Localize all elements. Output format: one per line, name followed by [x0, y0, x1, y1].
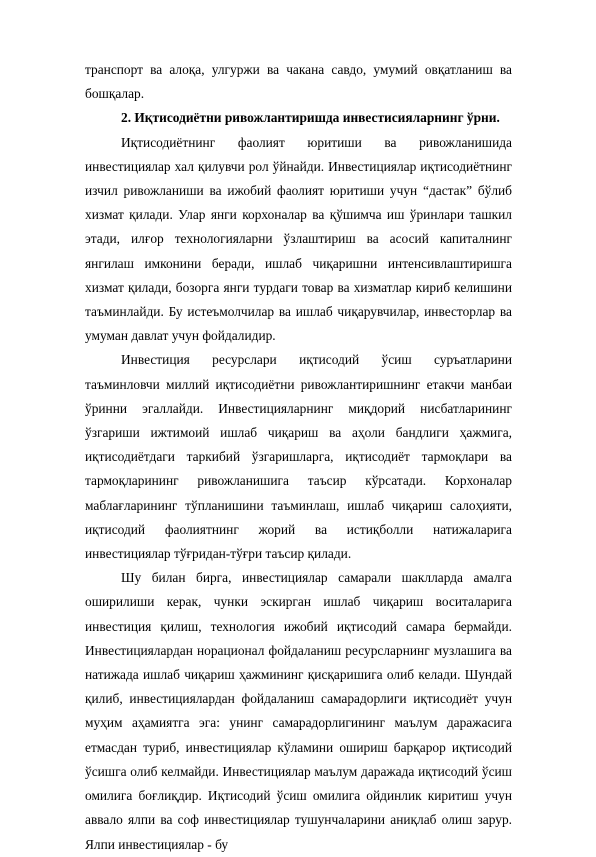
body-text — [85, 58, 512, 857]
section-heading: 2. Иқтисодиётни ривожлантиришда инвестисияларнинг ўрни. — [121, 110, 500, 126]
continuation-paragraph: транспорт ва алоқа, улгуржи ва чакана савдо, умумий овқатланиш ва бошқалар. — [85, 62, 512, 102]
paragraph-2: Инвестиция ресурслари иқтисодий ўсиш суръатларини таъминловчи миллий иқтисодиётни ривожлантиришнинг етакчи манбаи ўринни эгаллайди. Инвестицияларнинг миқдорий нисбатларининг ўзгариши ижтимоий ишлаб чиқариш ва аҳоли бандлиги ҳажмига, иқтисодиётдаги таркибий ўзгаришларга, иқтисодиёт тармоқлари ва тармоқларининг ривожланишига таъсир кўрсатади. Корхоналар маблағларининг тўпланишини таъминлаш, ишлаб чиқариш салоҳияти, иқтисодий фаолиятнинг жорий ва истиқболли натижаларига инвестициялар тўғридан-тўғри таъсир қилади. — [85, 352, 512, 562]
paragraph-3: Шу билан бирга, инвестициялар самарали шаклларда амалга оширилиши керак, чунки эскирган ишлаб чиқариш воситаларига инвестиция қилиш, технология ижобий иқтисодий самара бермайди. Инвестициялардан норационал фойдаланиш ресурсларнинг музлашига ва натижада ишлаб чиқариш ҳажмининг қисқаришига олиб келади. Шундай қилиб, инвестициялардан фойдаланиш самарадорлиги иқтисодиёт учун муҳим аҳамиятга эга: унинг самарадорлигининг маълум даражасига етмасдан туриб, инвестициялар кўламини ошириш барқарор иқтисодий ўсишга олиб келмайди. Инвестициялар маълум даражада иқтисодий ўсиш омилига боғлиқдир. Иқтисодий ўсиш омилига ойдинлик киритиш учун аввало ялпи ва соф инвестициялар тушунчаларини аниқлаб олиш зарур. Ялпи инвестициялар - бу — [85, 570, 512, 852]
paragraph-1: Иқтисодиётнинг фаолият юритиши ва ривожланишида инвестициялар хал қилувчи рол ўйнайди. Инвестициялар иқтисодиётнинг изчил ривожланиши ва ижобий фаолият юритиши учун “дастак” бўлиб хизмат қилади. Улар янги корхоналар ва қўшимча иш ўринлари ташкил этади, илғор технологияларни ўзлаштириш ва асосий капиталнинг янгилаш имконини беради, ишлаб чиқаришни интенсивлаштиришга хизмат қилади, бозорга янги турдаги товар ва хизматлар кириб келишини таъминлайди. Бу истеъмолчилар ва ишлаб чиқарувчилар, инвесторлар ва умуман давлат учун фойдалидир. — [85, 134, 512, 344]
